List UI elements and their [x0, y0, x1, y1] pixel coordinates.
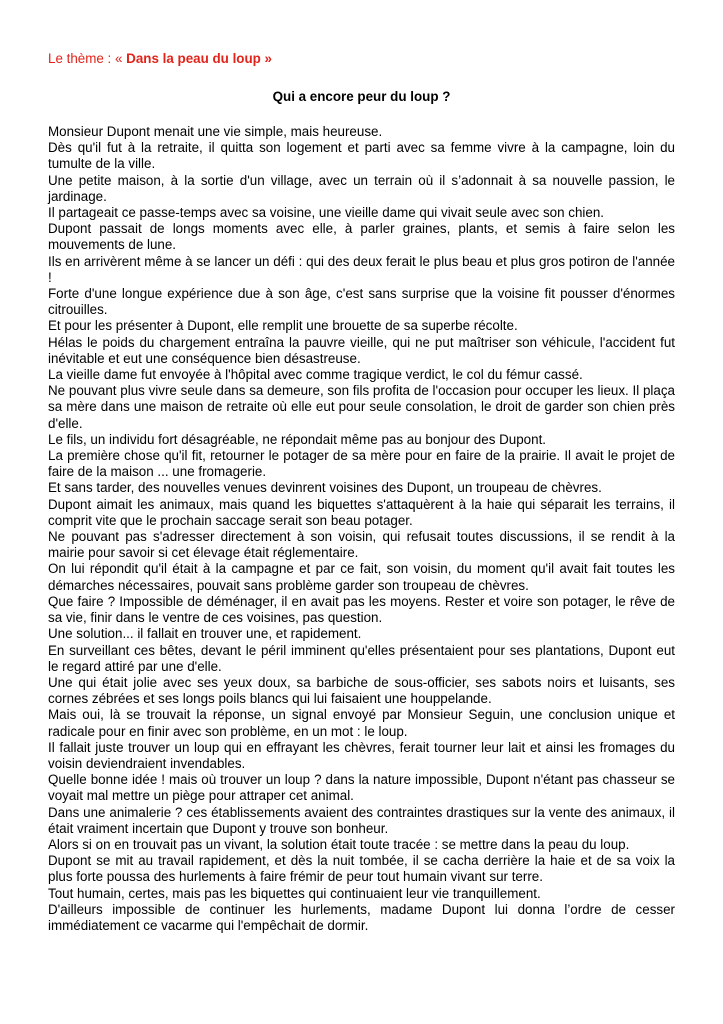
paragraph: La première chose qu'il fit, retourner le potager de sa mère pour en faire de la prairie. Il avait le projet de faire de la maison ... une fromagerie. [48, 448, 675, 480]
paragraph: Hélas le poids du chargement entraîna la pauvre vieille, qui ne put maîtriser son véhicule, l'accident fut inévitable et eut une conséquence bien désastreuse. [48, 334, 675, 366]
paragraph: Ils en arrivèrent même à se lancer un défi : qui des deux ferait le plus beau et plus gros potiron de l'année ! [48, 253, 675, 285]
story-title: Qui a encore peur du loup ? [272, 89, 451, 104]
paragraph: Une petite maison, à la sortie d'un village, avec un terrain où il s’adonnait à sa nouvelle passion, le jardinage. [48, 172, 675, 204]
paragraph: Forte d'une longue expérience due à son âge, c'est sans surprise que la voisine fit pousser d'énormes citrouilles. [48, 286, 675, 318]
document-page [48, 50, 675, 934]
theme-line [48, 50, 675, 68]
paragraph: Et sans tarder, des nouvelles venues devinrent voisines des Dupont, un troupeau de chèvres. [48, 480, 602, 496]
paragraph: Et pour les présenter à Dupont, elle remplit une brouette de sa superbe récolte. [48, 318, 518, 334]
theme-prefix: Le thème : « [48, 51, 127, 66]
paragraph: Il fallait juste trouver un loup qui en effrayant les chèvres, ferait tourner leur lait et ainsi les fromages du voisin deviendraient invendables. [48, 739, 675, 771]
paragraph: Dupont aimait les animaux, mais quand les biquettes s'attaquèrent à la haie qui séparait les terrains, il comprit vite que le prochain saccage serait son beau potager. [48, 496, 675, 528]
theme-name: Dans la peau du loup » [126, 51, 273, 66]
paragraph: Il partageait ce passe-temps avec sa voisine, une vieille dame qui vivait seule avec son chien. [48, 205, 605, 221]
paragraph: La vieille dame fut envoyée à l'hôpital avec comme tragique verdict, le col du fémur cassé. [48, 367, 583, 383]
paragraph: Ne pouvant plus vivre seule dans sa demeure, son fils profita de l'occasion pour occuper les lieux. Il plaça sa mère dans une maison de retraite où elle eut pour seule consolation, le droit de garder son chien près d'elle. [48, 383, 675, 431]
paragraph: Une solution... il fallait en trouver une, et rapidement. [48, 626, 362, 642]
paragraph: Mais oui, là se trouvait la réponse, un signal envoyé par Monsieur Seguin, une conclusion unique et radicale pour en finir avec son problème, en un mot : le loup. [48, 707, 675, 739]
paragraph: Dans une animalerie ? ces établissements avaient des contraintes drastiques sur la vente des animaux, il était vraiment incertain que Dupont y trouve son bonheur. [48, 804, 675, 836]
paragraph: Le fils, un individu fort désagréable, ne répondait même pas au bonjour des Dupont. [48, 431, 547, 447]
paragraph: Ne pouvant pas s'adresser directement à son voisin, qui refusait toutes discussions, il se rendit à la mairie pour savoir si cet élevage était réglementaire. [48, 529, 675, 561]
paragraph: Dupont se mit au travail rapidement, et dès la nuit tombée, il se cacha derrière la haie et de sa voix la plus forte poussa des hurlements à faire frémir de peur tout humain vivant sur terre. [48, 853, 675, 885]
paragraph: Dupont passait de longs moments avec elle, à parler graines, plants, et semis à faire selon les mouvements de lune. [48, 221, 675, 253]
paragraph: Que faire ? Impossible de déménager, il en avait pas les moyens. Rester et voire son potager, le rêve de sa vie, finir dans le ventre de ces voisines, pas question. [48, 593, 675, 626]
paragraph: D'ailleurs impossible de continuer les hurlements, madame Dupont lui donna l’ordre de cesser immédiatement ce vacarme qui l'empêchait de dormir. [48, 901, 675, 933]
paragraph: En surveillant ces bêtes, devant le péril imminent qu'elles présentaient pour ses plantations, Dupont eut le regard attiré par une d'elle. [48, 642, 675, 674]
paragraph: Tout humain, certes, mais pas les biquettes qui continuaient leur vie tranquillement. [48, 885, 541, 901]
paragraph: Une qui était jolie avec ses yeux doux, sa barbiche de sous-officier, ses sabots noirs et luisants, ses cornes zébrées et ses longs poils blancs qui lui faisaient une houppelande. [48, 674, 675, 707]
paragraph: Quelle bonne idée ! mais où trouver un loup ? dans la nature impossible, Dupont n'étant pas chasseur se voyait mal mettre un piège pour attraper cet animal. [48, 772, 675, 804]
paragraph: Alors si on en trouvait pas un vivant, la solution était toute tracée : se mettre dans la peau du loup. [48, 836, 630, 852]
paragraph: Monsieur Dupont menait une vie simple, mais heureuse. [48, 124, 383, 139]
paragraph: On lui répondit qu'il était à la campagne et par ce fait, son voisin, du moment qu'il avait fait toutes les démarches nécessaires, pouvait sans problème garder son troupeau de chèvres. [48, 561, 675, 593]
story-body [48, 124, 675, 934]
paragraph: Dès qu'il fut à la retraite, il quitta son logement et parti avec sa femme vivre à la campagne, loin du tumulte de la ville. [48, 140, 675, 172]
